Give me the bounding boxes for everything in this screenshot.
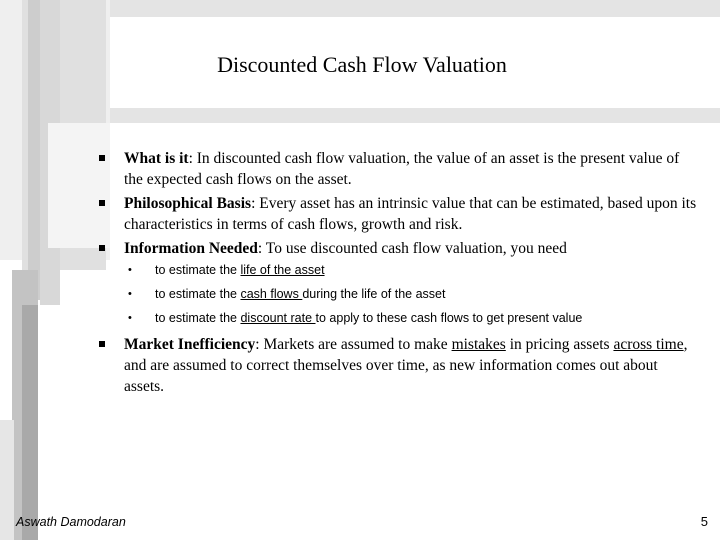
- square-bullet-icon: [99, 341, 105, 347]
- page-number: 5: [700, 514, 708, 529]
- sub-bullet-list: [97, 262, 697, 326]
- bullet-text: : Markets are assumed to make: [255, 336, 452, 353]
- bullet-term: Philosophical Basis: [124, 195, 252, 212]
- footer-author: Aswath Damodaran: [16, 515, 126, 529]
- bullet-information-needed: [97, 238, 697, 259]
- round-bullet-icon: •: [128, 288, 132, 300]
- bullet-text: : In discounted cash flow valuation, the value of an asset is the present value of the expected cash flows on the asset.: [124, 150, 680, 188]
- square-bullet-icon: [99, 200, 105, 206]
- sub-text-underlined: discount rate: [240, 311, 316, 325]
- bullet-term: Market Inefficiency: [124, 336, 256, 353]
- bullet-term: Information Needed: [124, 240, 258, 257]
- sub-bullet-life-of-asset: [97, 262, 697, 278]
- decor-bar-7: [0, 420, 14, 540]
- sub-text: to estimate the: [155, 287, 241, 301]
- bullet-text: : Every asset has an intrinsic value that can be estimated, based upon its characteristics in terms of cash flows, growth and risk.: [124, 195, 697, 233]
- bullet-text: , and are assumed to correct themselves over time, as new information comes out about assets.: [124, 336, 688, 395]
- sub-bullet-cash-flows: [97, 286, 697, 302]
- round-bullet-icon: •: [128, 312, 132, 324]
- sub-text-underlined: life of the asset: [240, 263, 325, 277]
- decor-bar-6: [22, 305, 38, 540]
- sub-text: to estimate the: [155, 311, 241, 325]
- bullet-text: in pricing assets: [505, 336, 614, 353]
- bullet-term: What is it: [124, 150, 189, 167]
- round-bullet-icon: •: [128, 264, 132, 276]
- slide-title: Discounted Cash Flow Valuation: [217, 52, 507, 77]
- square-bullet-icon: [99, 155, 105, 161]
- bullet-market-inefficiency: [97, 334, 697, 397]
- decor-top-rule: [110, 0, 720, 17]
- decor-title-rule: [110, 108, 720, 123]
- sub-text: to apply to these cash flows to get present value: [315, 311, 583, 325]
- bullet-philosophical-basis: [97, 193, 697, 235]
- bullet-what-is-it: [97, 148, 697, 190]
- sub-text: during the life of the asset: [302, 287, 446, 301]
- square-bullet-icon: [99, 245, 105, 251]
- bullet-text-underlined: across time: [613, 336, 684, 353]
- bullet-text-underlined: mistakes: [451, 336, 506, 353]
- sub-text: to estimate the: [155, 263, 241, 277]
- bullet-list: [97, 148, 697, 400]
- sub-text-underlined: cash flows: [240, 287, 303, 301]
- bullet-text: : To use discounted cash flow valuation, you need: [257, 240, 567, 257]
- sub-bullet-discount-rate: [97, 310, 697, 326]
